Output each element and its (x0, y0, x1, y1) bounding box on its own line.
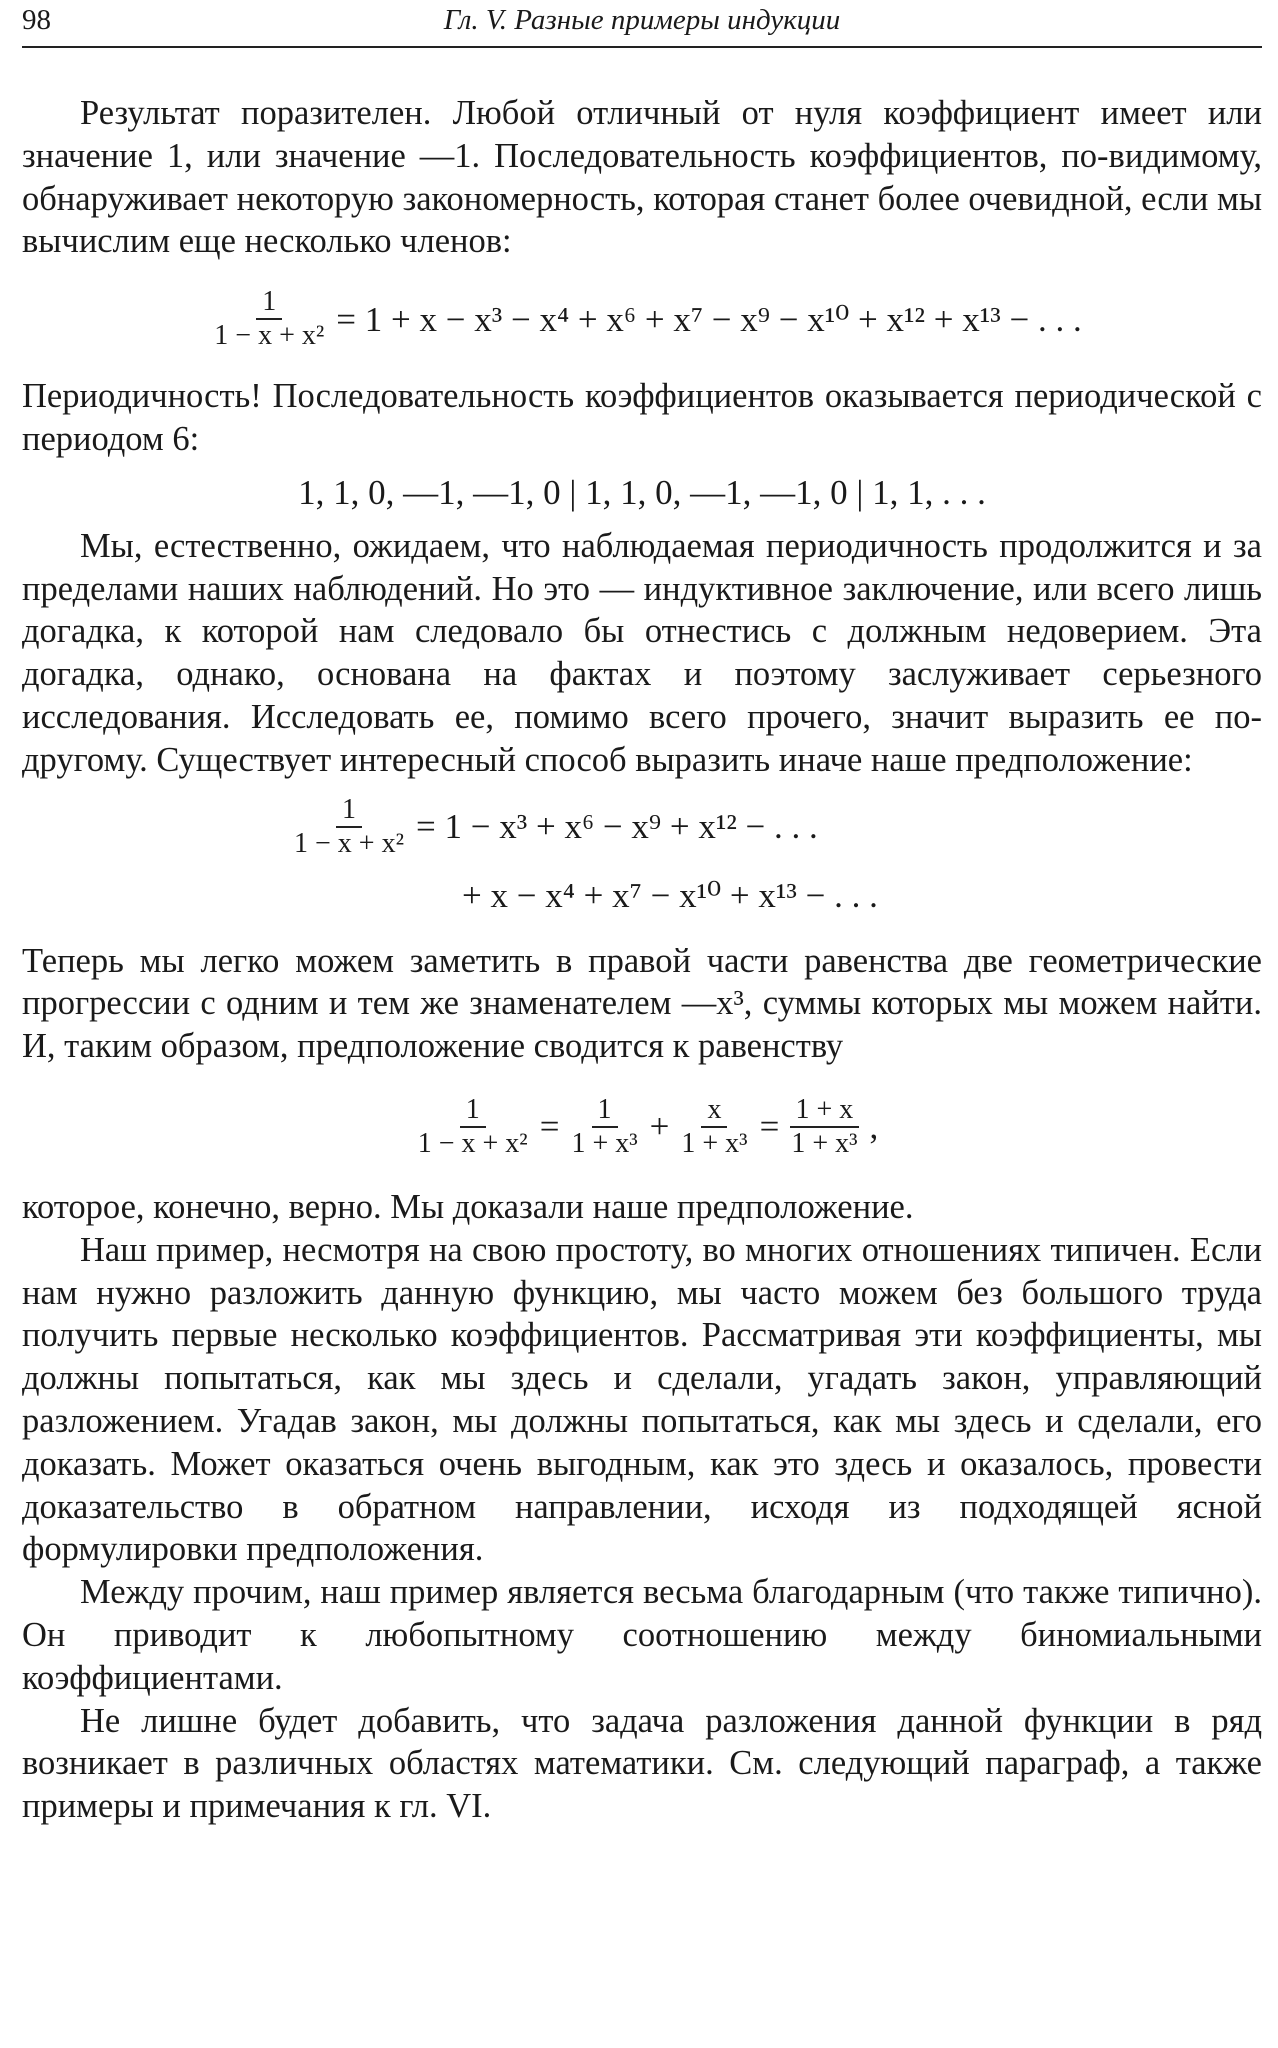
fraction-denominator: 1 − x + x² (294, 827, 404, 859)
coefficient-sequence: 1, 1, 0, —1, —1, 0 | 1, 1, 0, —1, —1, 0 | 1, 1, . . . (298, 473, 986, 513)
progression-1: = 1 − x³ + x⁶ − x⁹ + x¹² − . . . (415, 807, 818, 847)
fraction-lhs (208, 288, 330, 350)
plus-sign: + (649, 1107, 670, 1147)
running-title: Гл. V. Разные примеры индукции (443, 4, 841, 36)
page-content (22, 92, 1262, 1828)
fraction-a (412, 1093, 534, 1159)
fraction-denominator: 1 + x³ (681, 1127, 748, 1159)
fraction-d (785, 1093, 863, 1159)
paragraph-8: Не лишне будет добавить, что задача разложения данной функции в ряд возникает в различных областях математики. См. следующий параграф, а также примеры и примечания к гл. VI. (22, 1701, 1262, 1826)
fraction-numerator: 1 (460, 1096, 486, 1128)
fraction-b (565, 1093, 643, 1159)
fraction-lhs (288, 793, 410, 859)
page-number: 98 (22, 4, 51, 36)
fraction-denominator: 1 − x + x² (214, 320, 325, 352)
page-header (22, 0, 1262, 48)
paragraph-4: Теперь мы легко можем заметить в правой части равенства две геометрические прогрессии с одним и тем же знаменателем —x³, суммы которых мы можем найти. И, таким образом, предположение сводится к равенству (22, 941, 1262, 1066)
fraction-numerator: x (701, 1096, 727, 1128)
fraction-numerator: 1 (336, 796, 362, 828)
equals-sign: = (759, 1107, 780, 1147)
paragraph-3: Мы, естественно, ожидаем, что наблюдаемая периодичность продолжится и за пределами наших наблюдений. Но это — индуктивное заключение, или всего лишь догадка, к которой нам следовало бы отнестись с должным недоверием. Эта догадка, однако, основана на фактах и поэтому заслуживает серьезного исследования. Исследовать ее, помимо всего прочего, значит выразить ее по-другому. Существует интересный способ выразить иначе наше предположение: (22, 526, 1262, 779)
fraction-denominator: 1 − x + x² (417, 1127, 528, 1159)
equals-sign: = (539, 1107, 560, 1147)
fraction-denominator: 1 + x³ (791, 1127, 858, 1159)
fraction-denominator: 1 + x³ (571, 1127, 638, 1159)
progression-2: + x − x⁴ + x⁷ − x¹⁰ + x¹³ − . . . (462, 875, 878, 915)
fraction-numerator: 1 (256, 288, 282, 320)
fraction-numerator: 1 (592, 1096, 618, 1128)
paragraph-7: Между прочим, наш пример является весьма благодарным (что также типично). Он приводит к любопытному соотношению между биномиальными коэффициентами. (22, 1573, 1262, 1697)
formula-line-1 (282, 793, 818, 859)
paragraph-6: Наш пример, несмотря на свою простоту, во многих отношениях типичен. Если нам нужно разложить данную функцию, мы часто можем без большого труда получить первые несколько коэффициентов. Рассматривая эти коэффициенты, мы должны попытаться, как мы здесь и сделали, угадать закон, управляющий разложением. Угадав закон, мы должны попытаться, как мы здесь и сделали, его доказать. Может оказаться очень выгодным, как это здесь и оказалось, провести доказательство в обратном направлении, исходя из подходящей ясной формулировки предположения. (22, 1230, 1262, 1569)
formula-sum-identity (22, 1068, 1262, 1186)
formula-two-progressions (22, 782, 1262, 940)
fraction-numerator: 1 + x (790, 1096, 860, 1128)
paragraph-5: которое, конечно, верно. Мы доказали наше предположение. (22, 1187, 914, 1226)
paragraph-1: Результат поразителен. Любой отличный от нуля коэффициент имеет или значение 1, или значение —1. Последовательность коэффициентов, по-видимому, обнаруживает некоторую закономерность, которая станет более очевидной, если мы вычислим еще несколько членов: (22, 94, 1262, 261)
formula-series-expansion (22, 263, 1262, 375)
paragraph-2: Периодичность! Последовательность коэффициентов оказывается периодической с периодом 6: (22, 377, 1262, 458)
fraction-c (675, 1093, 753, 1159)
comma: , (869, 1107, 879, 1147)
series-rhs: = 1 + x − x³ − x⁴ + x⁶ + x⁷ − x⁹ − x¹⁰ + x¹² + x¹³ − . . . (336, 299, 1082, 339)
formula-coefficient-sequence (22, 461, 1262, 525)
